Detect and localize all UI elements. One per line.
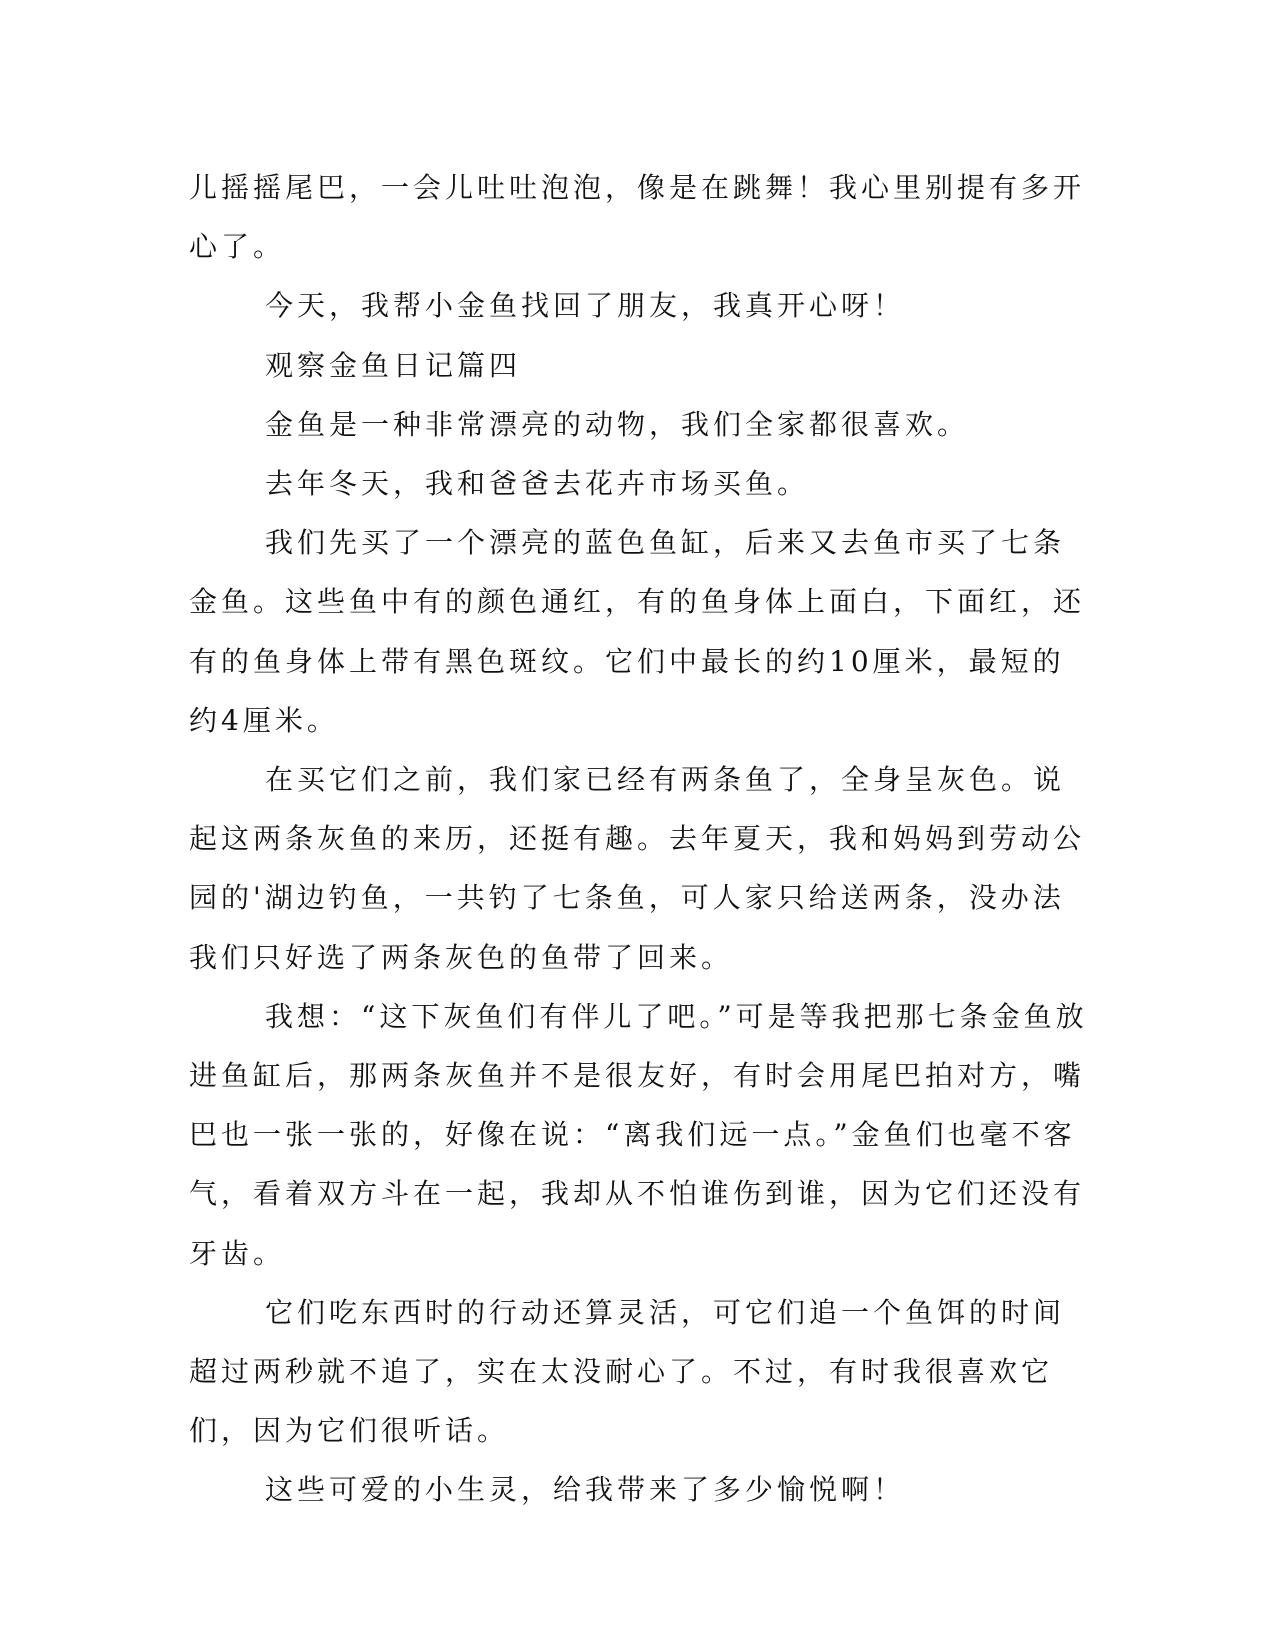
paragraph: 这些可爱的小生灵，给我带来了多少愉悦啊！ [265,1473,906,1507]
paragraph: 它们吃东西时的行动还算灵活，可它们追一个鱼饵的时间超过两秒就不追了，实在太没耐心了。不过，有时我很喜欢它们，因为它们很听话。 [189,1295,1066,1448]
paragraph: 我们先买了一个漂亮的蓝色鱼缸，后来又去鱼市买了七条金鱼。这些鱼中有的颜色通红，有的鱼身体上面白，下面红，还有的鱼身体上带有黑色斑纹。它们中最长的约10厘米，最短的约4厘米。 [189,526,1086,737]
paragraph-continuation: 儿摇摇尾巴，一会儿吐吐泡泡，像是在跳舞！我心里别提有多开心了。 [189,171,1086,264]
paragraph: 去年冬天，我和爸爸去花卉市场买鱼。 [265,467,810,501]
paragraph: 我想：“这下灰鱼们有伴儿了吧。”可是等我把那七条金鱼放进鱼缸后，那两条灰鱼并不是很友好，有时会用尾巴拍对方，嘴巴也一张一张的，好像在说：“离我们远一点。”金鱼们也毫不客气，看着双方斗在一起，我却从不怕谁伤到谁，因为它们还没有牙齿。 [189,999,1088,1270]
paragraph: 在买它们之前，我们家已经有两条鱼了，全身呈灰色。说起这两条灰鱼的来历，还挺有趣。去年夏天，我和妈妈到劳动公园的'湖边钓鱼，一共钓了七条鱼，可人家只给送两条，没办法我们只好选了两条灰色的鱼带了回来。 [189,763,1086,974]
article-body [189,158,1089,1520]
section-heading: 观察金鱼日记篇四 [265,348,522,382]
paragraph: 今天，我帮小金鱼找回了朋友，我真开心呀！ [265,289,906,323]
paragraph: 金鱼是一种非常漂亮的动物，我们全家都很喜欢。 [265,407,970,441]
